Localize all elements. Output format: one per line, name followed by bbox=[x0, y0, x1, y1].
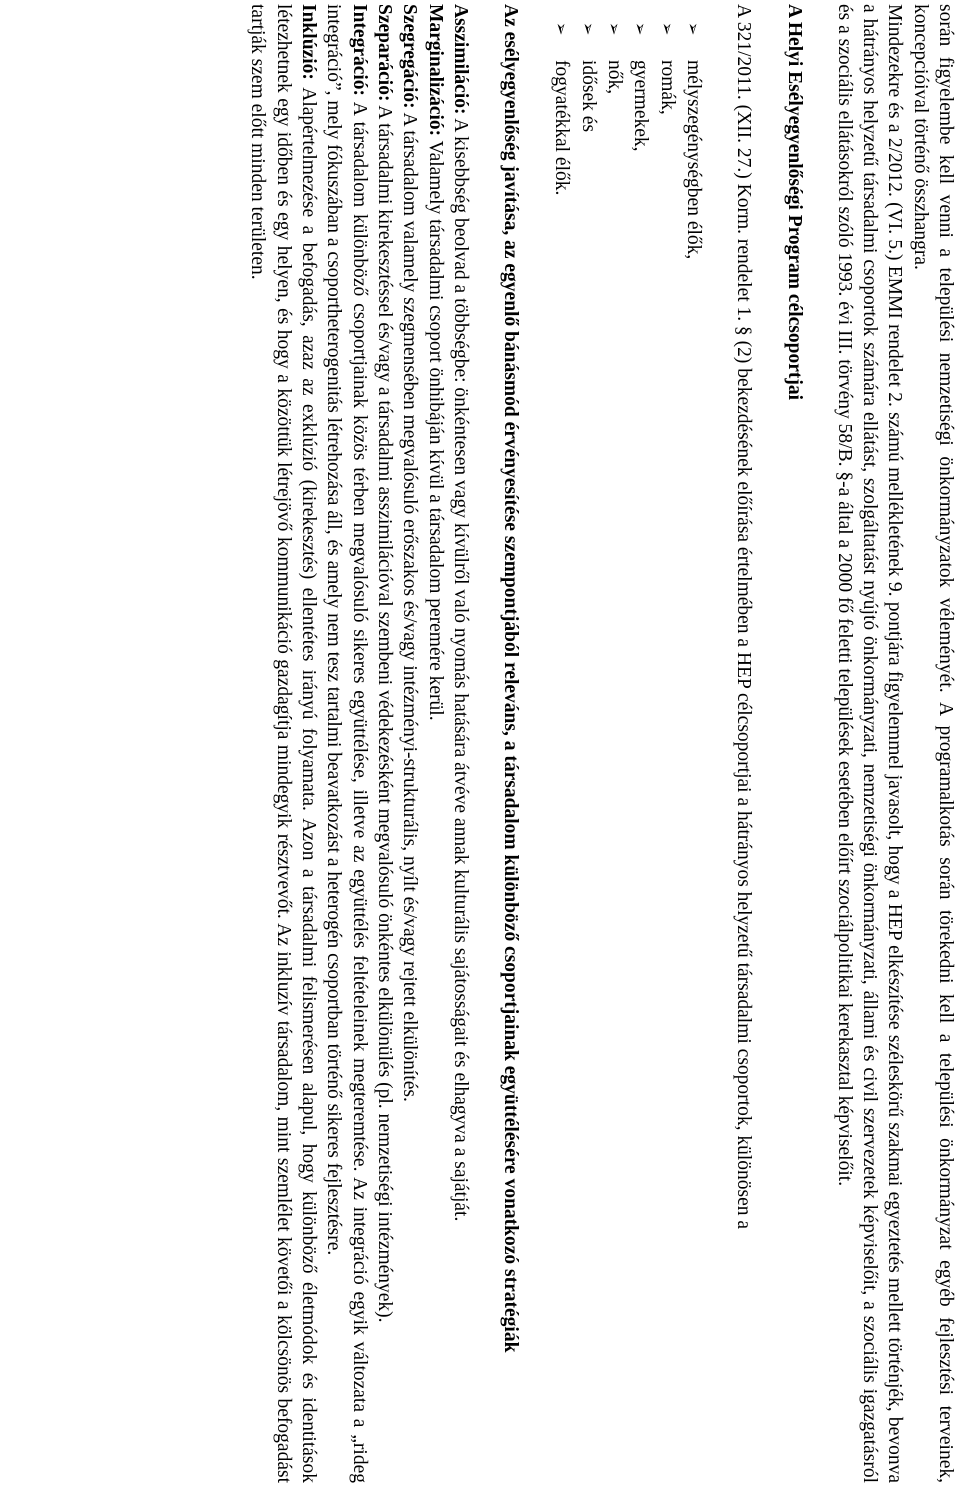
section-heading-target-groups: A Helyi Esélyegyenlőségi Program célcsoportjai bbox=[783, 4, 805, 401]
list-item bbox=[680, 22, 706, 1483]
arrow-bullet-icon: ➢ bbox=[683, 22, 701, 36]
spacer bbox=[706, 4, 731, 1483]
list-item bbox=[627, 22, 653, 1483]
strategy-definition bbox=[397, 4, 422, 1483]
spacer bbox=[523, 4, 548, 1483]
list-item-text: romák, bbox=[656, 60, 678, 115]
definition-term: Szeparáció: bbox=[373, 4, 395, 102]
definition-text: A társadalom különböző csoportjainak közös térben megvalósuló sikeres együttélése, illetve az együttélés feltételeinek megteremtése. Az integráció egyik változata a „rideg integráció”, mely fókuszában a csoportheterogenitás létrehozása áll, és amely nem tesz tartalmi beavatkozást a heterogén csoportban történő sikeres fejlesztésre. bbox=[323, 4, 370, 1483]
list-item bbox=[548, 22, 574, 1483]
definition-text: A társadalom valamely szegmensében megvalósuló erőszakos és/vagy intézményi-strukturális, nyílt és/vagy rejtett elkülönítés. bbox=[399, 108, 421, 1102]
definition-text: A társadalmi kirekesztéssel és/vagy a társadalmi asszimilációval szembeni védekezésként megvalósuló önkéntes elkülönülés (pl. nemzetiségi intézmények). bbox=[373, 101, 395, 1323]
strategy-definition bbox=[321, 4, 372, 1483]
spacer bbox=[473, 4, 498, 1483]
definition-text: Valamely társadalmi csoport önhibáján kívül a társadalom peremére kerül. bbox=[424, 136, 446, 721]
strategy-definition bbox=[372, 4, 397, 1483]
strategy-definition bbox=[245, 4, 321, 1483]
spacer bbox=[807, 4, 832, 1483]
arrow-bullet-icon: ➢ bbox=[578, 22, 596, 36]
list-item-text: gyermekek, bbox=[630, 60, 652, 152]
strategy-definition bbox=[422, 4, 447, 1483]
list-item bbox=[653, 22, 679, 1483]
strategy-definition bbox=[448, 4, 473, 1483]
definition-text: Alapértelmezése a befogadás, azaz az exklúzió (kirekesztés) ellentétes irányú folyamata. Azon a társadalmi felismerésen alapul, hogy különböző életmódok és identitások létezhetnek egy időben és egy helyen, és hogy a közöttük létrejövő kommunikáció gazdagítja mindegyik résztvevőt. Az inkluzív társadalom, mint szemlélet követői a kölcsönös befogadást tartják szem előtt minden területen. bbox=[247, 4, 320, 1483]
list-item bbox=[601, 22, 627, 1483]
definition-term: Szegregáció: bbox=[399, 4, 421, 109]
arrow-bullet-icon: ➢ bbox=[552, 22, 570, 36]
list-item bbox=[574, 22, 600, 1483]
list-item-text: mélyszegénységben élők, bbox=[682, 60, 704, 260]
definition-term: Marginalizáció: bbox=[424, 4, 446, 137]
list-item-text: nők, bbox=[604, 60, 626, 95]
section-heading-strategies: Az esélyegyenlőség javítása, az egyenlő bánásmód érvényesítése szempontjából releváns, a társadalom különböző csoportjainak együttélésére vonatkozó stratégiák bbox=[500, 4, 522, 1353]
list-item-text: idősek és bbox=[577, 60, 599, 133]
target-groups-list bbox=[548, 4, 706, 1483]
definition-text: A kisebbség beolvad a többségbe: önkéntesen vagy kívülről való nyomás hatására átvéve annak kulturális sajátosságait és elhagyva a sajátját. bbox=[449, 114, 471, 1222]
intro-paragraph-2: Mindezekre és a 2/2012. (VI. 5.) EMMI rendelet 2. számú mellékletének 9. pontjára figyelemmel javasolt, hogy a HEP elkészítése széleskörű szakmai egyeztetés mellett történjék, bevonva a hátrányos helyzetű társadalmi csoportok számára ellátást, szolgáltatást nyújtó önkormányzati, nemzetiségi önkormányzati, állami és civil szervezetek képviselőit, a szociális igazgatásról és a szociális ellátásokról szóló 1993. évi III. törvény 58/B. §-a által a 2000 fő feletti települések esetében előírt szociálpolitikai kerekasztal képviselőit. bbox=[833, 4, 906, 1483]
spacer bbox=[756, 4, 781, 1483]
definition-term: Inklúzió: bbox=[298, 4, 320, 80]
arrow-bullet-icon: ➢ bbox=[657, 22, 675, 36]
intro-paragraph-1: során figyelembe kell venni a települési nemzetiségi önkormányzatok véleményét. A programalkotás során törekedni kell a települési önkormányzat egyéb fejlesztési terveinek, koncepcióival történő összhangra. bbox=[909, 4, 956, 1483]
target-groups-intro: A 321/2011. (XII. 27.) Korm. rendelet 1. § (2) bekezdésének előírása értelmében a HEP célcsoportjai a hátrányos helyzetű társadalmi csoportok, különösen a bbox=[733, 4, 755, 1230]
definition-term: Asszimiláció: bbox=[449, 4, 471, 115]
arrow-bullet-icon: ➢ bbox=[605, 22, 623, 36]
arrow-bullet-icon: ➢ bbox=[631, 22, 649, 36]
definition-term: Integráció: bbox=[348, 4, 370, 97]
list-item-text: fogyatékkal élők. bbox=[551, 60, 573, 196]
